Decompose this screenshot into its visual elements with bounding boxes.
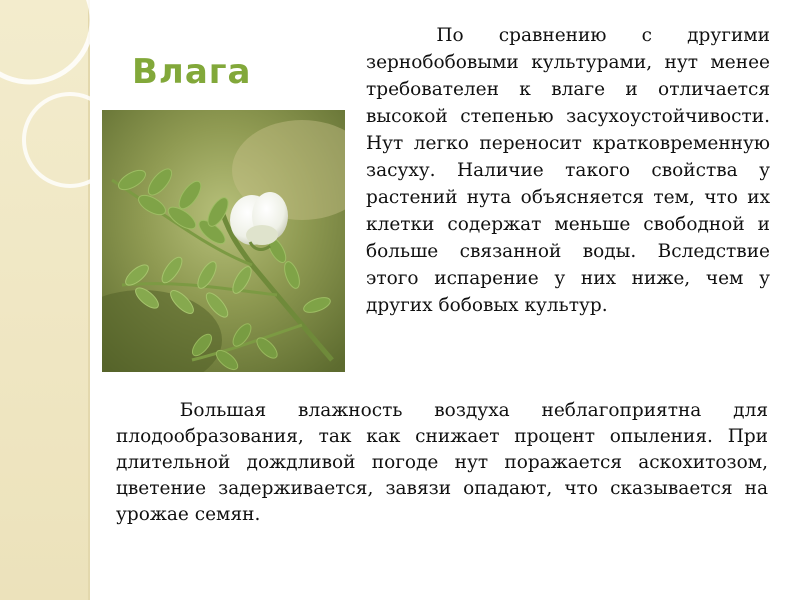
paragraph-drought-tolerance: По сравнению с другими зернобобовыми культурами, нут менее требователен к влаге и отличается высокой степенью засухоустойчивости. Нут легко переносит кратковременную засуху. Наличие такого свойства у растений нута объясняется тем, что их клетки содержат меньше свободной и больше связанной воды. Вследствие этого испарение у них ниже, чем у других бобовых культур. (366, 25, 770, 316)
chickpea-flower-photo (102, 110, 345, 372)
paragraph-humidity-effects: Большая влажность воздуха неблагоприятна для плодообразования, так как снижает процент опыления. При длительной дождливой погоде нут поражается аскохитозом, цветение задерживается, завязи опадают, что сказывается на урожае семян. (116, 400, 768, 525)
slide-title: Влага (132, 52, 252, 92)
